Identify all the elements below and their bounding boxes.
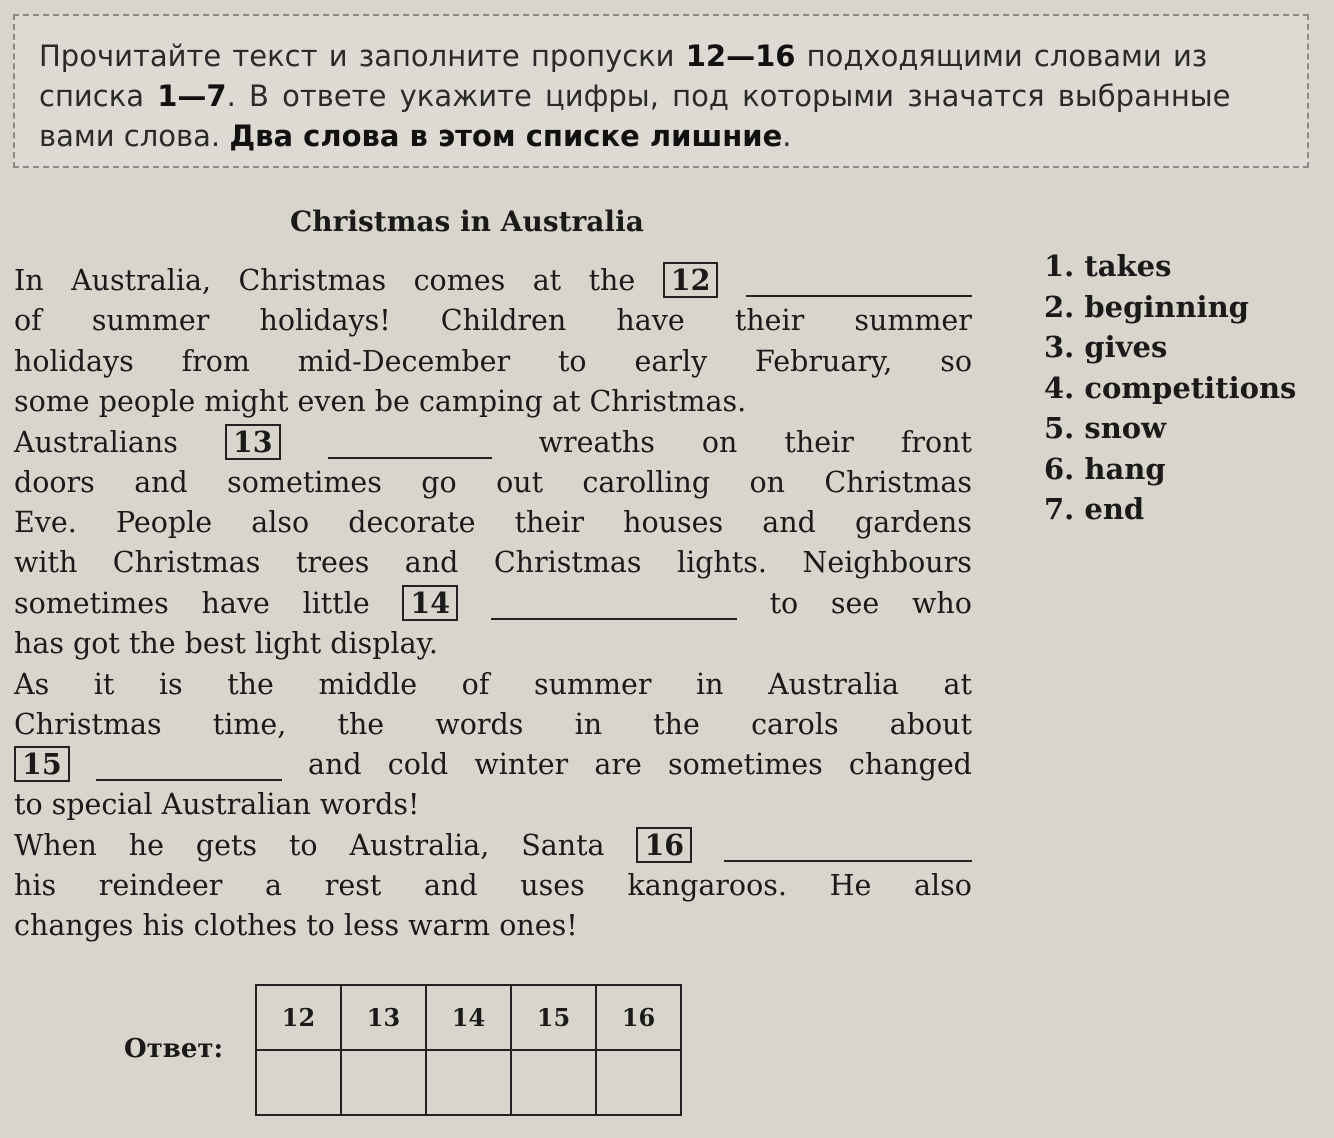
word: Christmas [112, 545, 261, 579]
word: and [762, 505, 816, 539]
word: have [616, 303, 685, 337]
word: Christmas [493, 545, 642, 579]
text-line-7 [14, 502, 972, 542]
answer-header-cell: 12 [256, 985, 341, 1050]
word: also [914, 868, 972, 902]
word: out [496, 465, 544, 499]
word: his [14, 868, 57, 902]
word: and [307, 747, 362, 781]
word: also [251, 505, 310, 539]
text-line-12 [14, 704, 972, 744]
word: February, [755, 344, 893, 378]
word: trees [295, 545, 370, 579]
gap-blank-13[interactable] [328, 425, 492, 459]
word: When [14, 828, 97, 862]
word: at [943, 667, 972, 701]
answer-header-cell: 14 [426, 985, 511, 1050]
word: comes [413, 263, 506, 297]
word: it [93, 667, 115, 701]
answer-cell-13[interactable] [341, 1050, 426, 1115]
sentence: has got the best light display. [14, 626, 438, 660]
word: sometimes [14, 586, 169, 620]
word: from [181, 344, 250, 378]
word: doors [14, 465, 95, 499]
instruction-text: списка [39, 79, 158, 113]
word: rest [324, 868, 382, 902]
word: to [557, 344, 587, 378]
word: and [424, 868, 478, 902]
instruction-text: подходящими словами из [795, 39, 1208, 73]
answer-cell-15[interactable] [511, 1050, 596, 1115]
word: wreaths [538, 425, 655, 459]
gap-blank-16[interactable] [724, 828, 972, 862]
word: a [265, 868, 283, 902]
gap-number-14: 14 [402, 585, 458, 621]
word: he [128, 828, 164, 862]
instruction-text: вами слова. [39, 119, 230, 153]
word: holidays! [259, 303, 391, 337]
word: are [594, 747, 642, 781]
word: mid-December [297, 344, 511, 378]
option-item: 2. beginning [1044, 289, 1249, 324]
gap-number-12: 12 [663, 262, 719, 298]
text-line-10 [14, 623, 972, 663]
word: go [421, 465, 457, 499]
instruction-line-1 [39, 36, 1207, 76]
text-line-1 [14, 260, 972, 300]
answer-cell-12[interactable] [256, 1050, 341, 1115]
text-line-17 [14, 905, 972, 945]
word: in [696, 667, 724, 701]
word: lights. [676, 545, 767, 579]
word: time, [212, 707, 287, 741]
word: summer [854, 303, 972, 337]
option-item: 7. end [1044, 492, 1145, 526]
word: to [769, 586, 799, 620]
word: have [201, 586, 270, 620]
word: summer [533, 667, 652, 701]
word: early [634, 344, 708, 378]
word: at [532, 263, 562, 297]
instruction-range: 12—16 [685, 39, 796, 73]
word: As [14, 667, 50, 701]
text-line-6 [14, 462, 972, 502]
gap-blank-12[interactable] [746, 263, 972, 297]
instruction-box [13, 14, 1309, 168]
word: Australians [14, 425, 178, 459]
text-line-8 [14, 542, 972, 582]
sentence: some people might even be camping at Christmas. [14, 384, 747, 418]
text-line-16 [14, 865, 972, 905]
word: to [288, 828, 318, 862]
word: the [227, 667, 274, 701]
word: In [14, 263, 44, 297]
word: Christmas [824, 465, 972, 499]
option-item: 6. hang [1044, 451, 1166, 486]
word: decorate [348, 505, 476, 539]
word: their [784, 425, 854, 459]
word: Children [440, 303, 567, 337]
option-item: 1. takes [1044, 249, 1172, 283]
answer-header-cell: 15 [511, 985, 596, 1050]
word: who [912, 586, 972, 620]
word: holidays [14, 344, 134, 378]
answer-cell-14[interactable] [426, 1050, 511, 1115]
word: of [14, 303, 42, 337]
instruction-text: . В ответе укажите цифры, под которыми значатся выбранные [226, 79, 1231, 113]
answer-cell-16[interactable] [596, 1050, 681, 1115]
instruction-range: 1—7 [157, 79, 227, 113]
text-title: Christmas in Australia [290, 205, 644, 238]
word: their [734, 303, 805, 337]
instruction-text: Прочитайте текст и заполните пропуски [39, 39, 686, 73]
word: winter [474, 747, 569, 781]
word: Santa [521, 828, 605, 862]
word: the [588, 263, 636, 297]
word: kangaroos. [627, 868, 787, 902]
instruction-line-3 [39, 116, 792, 156]
answer-label: Ответ: [124, 1034, 224, 1064]
word: summer [91, 303, 210, 337]
word: their [514, 505, 584, 539]
text-line-13 [14, 744, 972, 784]
word: little [302, 586, 370, 620]
word: Christmas [238, 263, 387, 297]
word: Eve. [14, 505, 77, 539]
word: in [574, 707, 603, 741]
text-line-2 [14, 300, 972, 340]
word: carols [751, 707, 839, 741]
word: see [830, 586, 880, 620]
word: middle [318, 667, 418, 701]
text-line-3 [14, 341, 972, 381]
answer-header-cell: 13 [341, 985, 426, 1050]
instruction-emphasis: Два слова в этом списке лишние [229, 119, 783, 153]
word: gets [195, 828, 258, 862]
word: front [900, 425, 972, 459]
word: Australia [768, 667, 899, 701]
word: uses [520, 868, 585, 902]
word: words [435, 707, 524, 741]
option-item: 4. competitions [1044, 370, 1297, 405]
word: carolling [582, 465, 711, 499]
word: and [404, 545, 459, 579]
word: on [749, 465, 785, 499]
sentence: changes his clothes to less warm ones! [14, 908, 578, 942]
instruction-text: . [782, 119, 792, 153]
text-line-9 [14, 583, 972, 623]
word: sometimes [667, 747, 823, 781]
option-item: 3. gives [1044, 330, 1168, 364]
word: is [158, 667, 183, 701]
word: so [940, 344, 972, 378]
word: on [701, 425, 738, 459]
word: gardens [854, 505, 972, 539]
text-line-11 [14, 664, 972, 704]
word: Neighbours [802, 545, 972, 579]
word: Australia, [71, 263, 212, 297]
instruction-line-2 [39, 76, 1231, 116]
word: about [889, 707, 972, 741]
word-options-list [1044, 246, 1296, 530]
word: reindeer [98, 868, 223, 902]
gap-number-13: 13 [225, 424, 281, 460]
gap-number-16: 16 [636, 827, 692, 863]
word: sometimes [227, 465, 382, 499]
option-item: 5. snow [1044, 411, 1167, 445]
word: the [653, 707, 700, 741]
word: cold [387, 747, 449, 781]
text-line-5 [14, 422, 972, 462]
gap-number-15: 15 [14, 746, 70, 782]
answer-table [255, 984, 682, 1116]
text-line-14 [14, 784, 972, 824]
word: with [14, 545, 78, 579]
word: He [829, 868, 872, 902]
word: of [461, 667, 490, 701]
word: People [115, 505, 213, 539]
gap-blank-14[interactable] [491, 586, 737, 620]
word: and [134, 465, 188, 499]
text-line-15 [14, 825, 972, 865]
word: Australia, [349, 828, 490, 862]
sentence: to special Australian words! [14, 787, 420, 821]
text-line-4 [14, 381, 972, 421]
word: Christmas [14, 707, 162, 741]
answer-header-cell: 16 [596, 985, 681, 1050]
word: houses [623, 505, 724, 539]
answer-header-row [256, 985, 681, 1050]
answer-input-row [256, 1050, 681, 1115]
gap-blank-15[interactable] [96, 747, 282, 781]
word: changed [848, 747, 972, 781]
word: the [337, 707, 385, 741]
